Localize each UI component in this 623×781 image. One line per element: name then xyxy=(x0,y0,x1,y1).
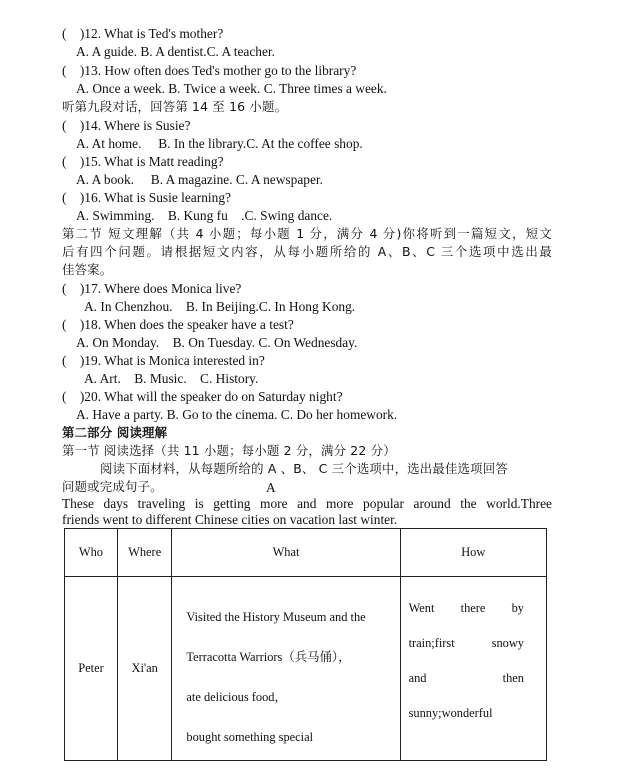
cell-what xyxy=(172,577,400,761)
reading-section-1-title: 第一节 阅读选择（共 11 小题；每小题 2 分，满分 22 分） xyxy=(62,443,396,458)
what-line: ate delicious food， xyxy=(186,690,287,704)
question-17-prompt: ( )17. Where does Monica live? xyxy=(62,281,242,296)
question-13-options: A. Once a week. B. Twice a week. C. Three times a week. xyxy=(76,81,387,96)
cell-who: Peter xyxy=(65,577,118,761)
how-line: sunny;wonderful xyxy=(408,706,493,720)
question-17-options: A. In Chenzhou. B. In Beijing.C. In Hong Kong. xyxy=(84,299,356,314)
passage-line1: These days traveling is getting more and more popular around the world.Three xyxy=(62,496,552,511)
table-row xyxy=(65,577,547,761)
question-16-options: A. Swimming. B. Kung fu .C. Swing dance. xyxy=(76,208,333,223)
how-line: Went there by xyxy=(408,601,524,615)
how-line: train;first snowy xyxy=(408,636,524,650)
question-12-prompt: ( )12. What is Ted's mother? xyxy=(62,26,224,41)
question-16-prompt: ( )16. What is Susie learning? xyxy=(62,190,231,205)
section-2-heading-line2: 后有四个问题。请根据短文内容，从每小题所给的 A、B、C 三个选项中选出最 xyxy=(62,244,552,259)
question-15-options: A. A book. B. A magazine. C. A newspaper. xyxy=(76,172,323,187)
cell-how xyxy=(400,577,546,761)
header-what: What xyxy=(172,529,400,577)
question-14-options: A. At home. B. In the library.C. At the coffee shop. xyxy=(76,136,363,151)
question-20-prompt: ( )20. What will the speaker do on Saturday night? xyxy=(62,389,343,404)
reading-instruction-line1: 阅读下面材料，从每题所给的 A 、B、 C 三个选项中，选出最佳选项回答 xyxy=(100,461,508,476)
question-18-prompt: ( )18. When does the speaker have a test? xyxy=(62,317,294,332)
question-18-options: A. On Monday. B. On Tuesday. C. On Wednesday. xyxy=(76,335,358,350)
what-line: Visited the History Museum and the xyxy=(186,610,366,624)
question-20-options: A. Have a party. B. Go to the cinema. C. Do her homework. xyxy=(76,407,398,422)
section-2-heading-line1: 第二节 短文理解（共 4 小题；每小题 1 分，满分 4 分)你将听到一篇短文，短文 xyxy=(62,226,552,241)
question-12-options: A. A guide. B. A dentist.C. A teacher. xyxy=(76,44,275,59)
dialogue-9-instruction: 听第九段对话，回答第 14 至 16 小题。 xyxy=(62,99,288,114)
question-19-prompt: ( )19. What is Monica interested in? xyxy=(62,353,265,368)
header-who: Who xyxy=(65,529,118,577)
question-19-options: A. Art. B. Music. C. History. xyxy=(84,371,259,386)
travel-table xyxy=(64,528,547,761)
how-line: and then xyxy=(408,671,524,685)
passage-letter: A xyxy=(266,480,276,495)
question-15-prompt: ( )15. What is Matt reading? xyxy=(62,154,224,169)
reading-part-title: 第二部分 阅读理解 xyxy=(62,425,168,440)
passage-line2: friends went to different Chinese cities on vacation last winter. xyxy=(62,512,398,527)
header-where: Where xyxy=(117,529,171,577)
question-13-prompt: ( )13. How often does Ted's mother go to the library? xyxy=(62,63,357,78)
what-line: Terracotta Warriors（兵马俑）， xyxy=(186,650,351,664)
cell-where: Xi'an xyxy=(117,577,171,761)
reading-instruction-line2: 问题或完成句子。 xyxy=(62,479,163,494)
section-2-heading-line3: 佳答案。 xyxy=(62,262,113,277)
header-how: How xyxy=(400,529,546,577)
table-header-row xyxy=(65,529,547,577)
what-line: bought something special xyxy=(186,730,314,744)
question-14-prompt: ( )14. Where is Susie? xyxy=(62,118,191,133)
